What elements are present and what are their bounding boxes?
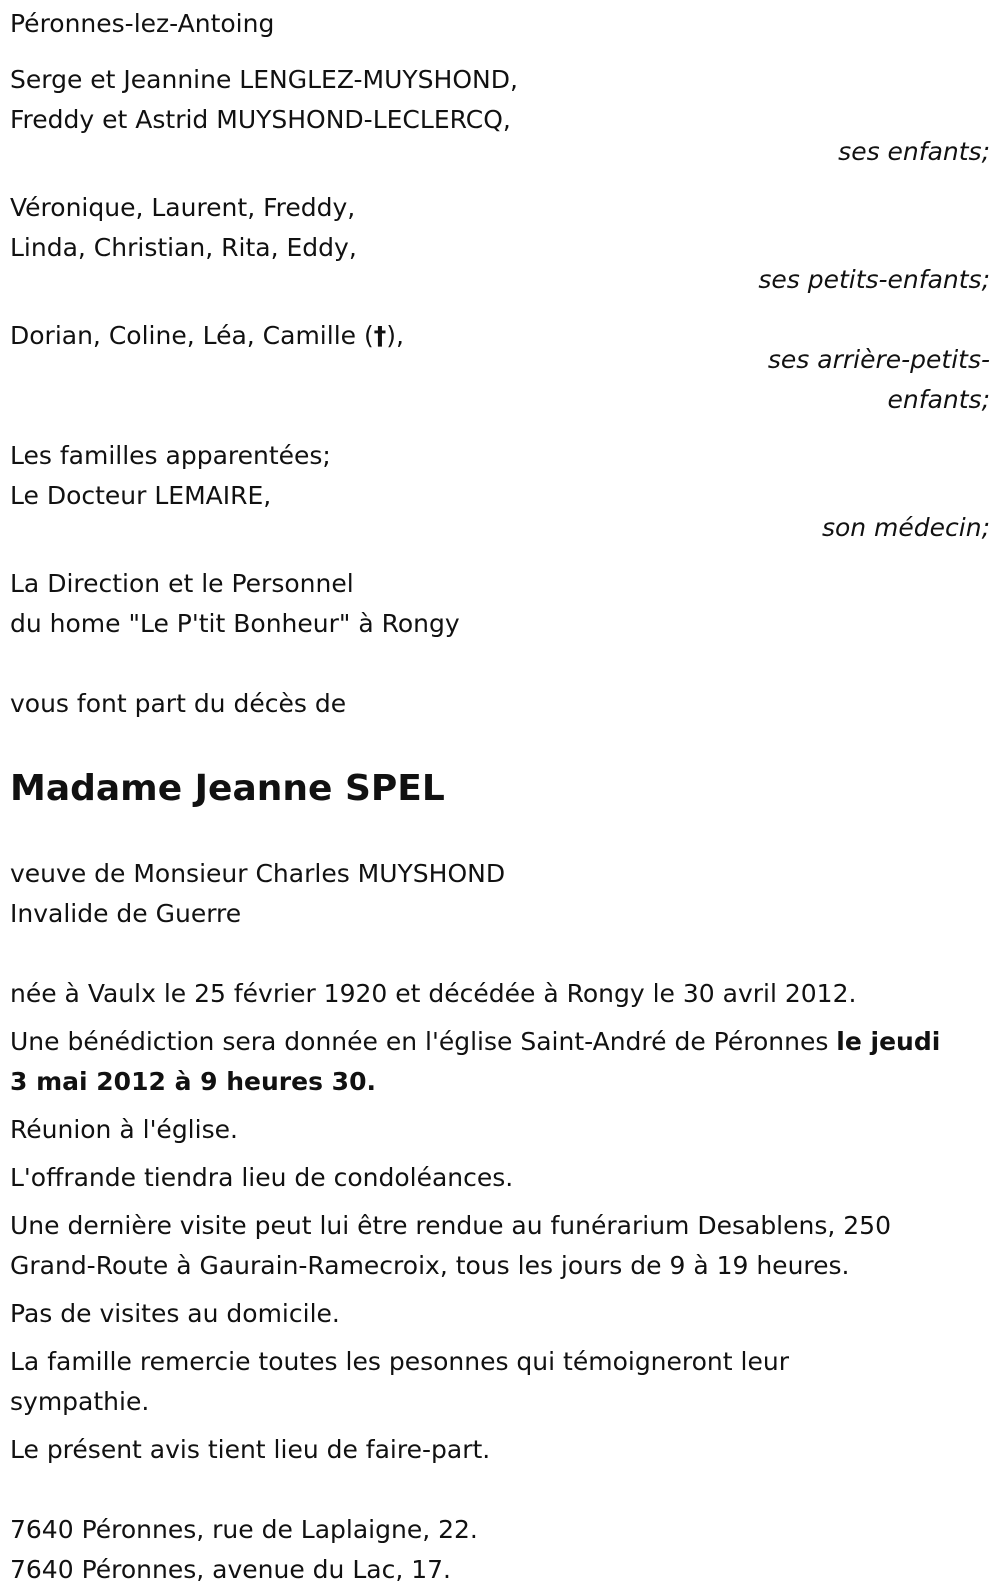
children-line-1: Serge et Jeannine LENGLEZ-MUYSHOND, (10, 65, 518, 94)
address-2: 7640 Péronnes, avenue du Lac, 17. (10, 1555, 451, 1584)
thanks-line-2: sympathie. (10, 1387, 150, 1416)
address-1: 7640 Péronnes, rue de Laplaigne, 22. (10, 1515, 478, 1544)
offering: L'offrande tiendra lieu de condoléances. (10, 1163, 514, 1192)
grandchildren-line-2: Linda, Christian, Rita, Eddy, (10, 233, 357, 262)
great-grandchildren-suffix: ), (386, 321, 404, 350)
no-home-visits: Pas de visites au domicile. (10, 1299, 340, 1328)
blessing-date-2: 3 mai 2012 à 9 heures 30. (10, 1067, 376, 1096)
meeting: Réunion à l'église. (10, 1115, 238, 1144)
announcement: vous font part du décès de (10, 689, 347, 718)
thanks-line-1: La famille remercie toutes les pesonnes qui témoigneront leur (10, 1347, 789, 1376)
last-visit (10, 1206, 990, 1286)
grandchildren-block (10, 188, 990, 300)
home-line-1: La Direction et le Personnel (10, 569, 354, 598)
blessing-date-1: le jeudi (836, 1027, 941, 1056)
relatives-block (10, 436, 990, 548)
great-grandchildren-role-2: enfants; (887, 385, 990, 414)
home-block (10, 564, 990, 644)
great-grandchildren-role-1: ses arrière-petits- (767, 345, 990, 374)
last-visit-line-2: Grand-Route à Gaurain-Ramecroix, tous les jours de 9 à 19 heures. (10, 1251, 850, 1280)
deceased-name: Madame Jeanne SPEL (10, 768, 445, 809)
blessing (10, 1022, 990, 1102)
deceased-cross-icon: † (373, 321, 387, 350)
home-line-2: du home "Le P'tit Bonheur" à Rongy (10, 609, 460, 638)
thanks (10, 1342, 990, 1422)
locality: Péronnes-lez-Antoing (10, 9, 275, 38)
children-line-2: Freddy et Astrid MUYSHOND-LECLERCQ, (10, 105, 511, 134)
widow-of: veuve de Monsieur Charles MUYSHOND (10, 859, 506, 888)
last-visit-line-1: Une dernière visite peut lui être rendue au funérarium Desablens, 250 (10, 1211, 891, 1240)
blessing-text: Une bénédiction sera donnée en l'église Saint-André de Péronnes (10, 1027, 837, 1056)
birth-death: née à Vaulx le 25 février 1920 et décédée à Rongy le 30 avril 2012. (10, 979, 857, 1008)
deceased-title: Invalide de Guerre (10, 899, 242, 928)
great-grandchildren-names: Dorian, Coline, Léa, Camille ( (10, 321, 374, 350)
children-role: ses enfants; (838, 137, 990, 166)
relatives-doctor: Le Docteur LEMAIRE, (10, 481, 272, 510)
grandchildren-role: ses petits-enfants; (758, 265, 990, 294)
doctor-role: son médecin; (821, 513, 990, 542)
relatives-families: Les familles apparentées; (10, 441, 331, 470)
grandchildren-line-1: Véronique, Laurent, Freddy, (10, 193, 356, 222)
notice: Le présent avis tient lieu de faire-part. (10, 1435, 491, 1464)
great-grandchildren-block (10, 316, 990, 420)
children-block (10, 60, 990, 172)
